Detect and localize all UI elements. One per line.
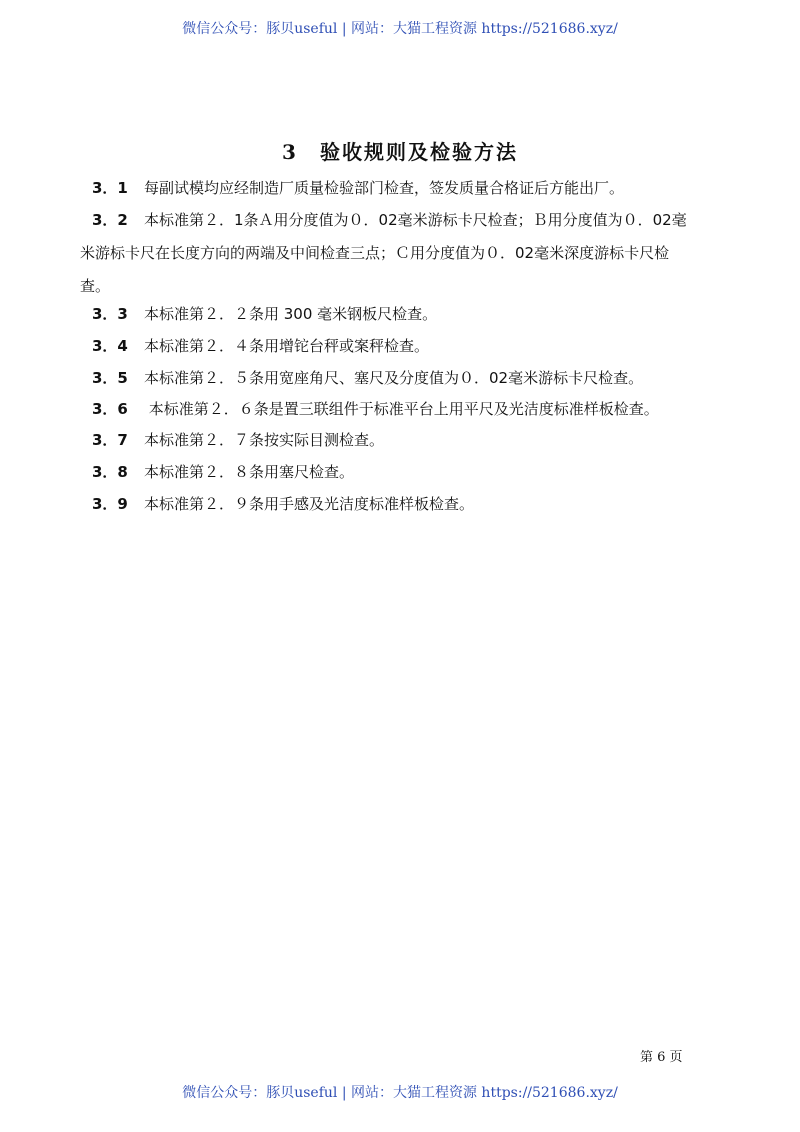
clause-number: 3．3 — [92, 305, 128, 323]
clause-3-1 — [92, 172, 722, 205]
clause-text: 本标准第２．５条用宽座角尺、塞尺及分度值为０．02毫米游标卡尺检查。 — [144, 369, 644, 387]
clause-3-8 — [92, 456, 722, 489]
watermark-top: 微信公众号：豚贝useful | 网站：大猫工程资源 https://521686.xyz/ — [182, 21, 618, 37]
clause-text: 本标准第２．８条用塞尺检查。 — [144, 463, 355, 481]
clause-text: 本标准第２．７条按实际目测检查。 — [144, 431, 385, 449]
clause-number: 3．8 — [92, 463, 128, 481]
clause-text: 本标准第２．９条用手感及光洁度标准样板检查。 — [144, 495, 475, 513]
clause-number: 3．5 — [92, 369, 128, 387]
clause-number: 3．4 — [92, 337, 128, 355]
clause-text-line-3: 查。 — [80, 277, 111, 295]
clause-number: 3．6 — [92, 400, 128, 418]
clause-text: 本标准第２．４条用增铊台秤或案秤检查。 — [144, 337, 430, 355]
clause-text: 本标准第２．６条是置三联组件于标准平台上用平尺及光洁度标准样板检查。 — [144, 400, 659, 418]
clause-number: 3．2 — [92, 211, 128, 229]
clause-text: 本标准第２．２条用 300 毫米钢板尺检查。 — [144, 305, 438, 323]
clause-text-line-1: 本标准第２．1条Ａ用分度值为０．02毫米游标卡尺检查；Ｂ用分度值为０．02毫 — [144, 211, 687, 229]
clause-number: 3．7 — [92, 431, 128, 449]
clause-3-9 — [92, 488, 722, 521]
clause-3-2 — [80, 204, 722, 303]
section-number: 3 — [282, 140, 298, 164]
clause-3-3 — [92, 298, 722, 331]
section-title-text: 验收规则及检验方法 — [319, 140, 518, 164]
clause-number: 3．1 — [92, 179, 128, 197]
section-title — [0, 136, 800, 165]
clause-text: 每副试模均应经制造厂质量检验部门检查，签发质量合格证后方能出厂。 — [144, 179, 625, 197]
clause-number: 3．9 — [92, 495, 128, 513]
clause-3-4 — [92, 330, 722, 363]
watermark-bottom: 微信公众号：豚贝useful | 网站：大猫工程资源 https://521686.xyz/ — [182, 1085, 618, 1101]
clause-3-6 — [92, 393, 722, 426]
clause-3-7 — [92, 424, 722, 457]
clause-text-line-2: 米游标卡尺在长度方向的两端及中间检查三点；Ｃ用分度值为０．02毫米深度游标卡尺检 — [80, 244, 670, 262]
clause-3-5 — [92, 362, 722, 395]
page-number: 第 6 页 — [640, 1050, 683, 1065]
